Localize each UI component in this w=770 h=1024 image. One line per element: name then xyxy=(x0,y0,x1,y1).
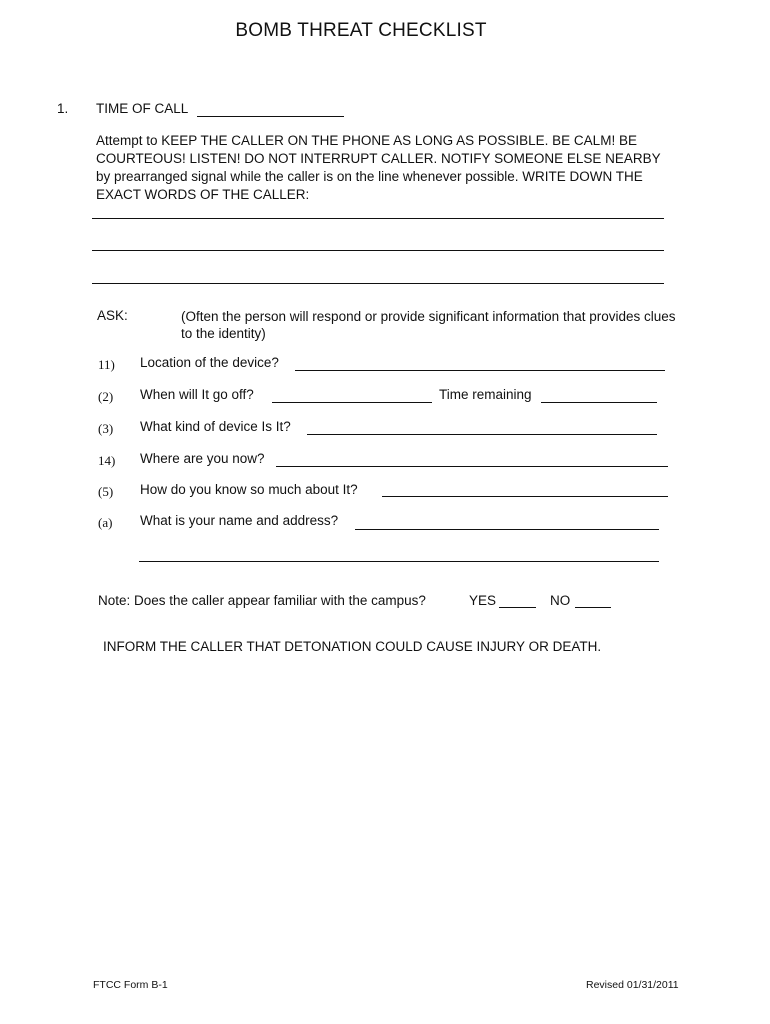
question-kind: What kind of device Is It? xyxy=(140,419,291,434)
familiar-note: Note: Does the caller appear familiar with the campus? xyxy=(98,593,426,608)
yes-label: YES xyxy=(469,593,497,608)
caller-words-line-3[interactable] xyxy=(92,283,664,284)
question-number: (a) xyxy=(98,515,113,530)
section-number: 1. xyxy=(57,101,69,116)
instructions-text: Attempt to KEEP THE CALLER ON THE PHONE AS LONG AS POSSIBLE. BE CALM! BE COURTEOUS! LISTEN! DO NOT INTERRUPT CALLER. NOTIFY SOMEONE ELSE NEARBY by prearranged signal while the caller is on the line whenever possible. WRITE DOWN THE EXACT WORDS OF THE CALLER: xyxy=(96,133,661,202)
question-name: What is your name and address? xyxy=(140,513,339,528)
yes-field[interactable] xyxy=(499,607,536,608)
question-number: (5) xyxy=(98,484,114,499)
ask-label: ASK: xyxy=(97,308,128,323)
name-answer-field[interactable] xyxy=(355,529,659,530)
time-remaining-label: Time remaining xyxy=(439,387,532,402)
how-answer-field[interactable] xyxy=(382,496,668,497)
question-when: When will It go off? xyxy=(140,387,254,402)
question-location: Location of the device? xyxy=(140,355,279,370)
question-number: 11) xyxy=(98,357,115,372)
time-remaining-field[interactable] xyxy=(541,402,657,403)
no-label: NO xyxy=(550,593,571,608)
kind-answer-field[interactable] xyxy=(307,434,657,435)
question-where: Where are you now? xyxy=(140,451,265,466)
question-number: (3) xyxy=(98,421,114,436)
address-answer-field[interactable] xyxy=(139,561,659,562)
revision-date: Revised 01/31/2011 xyxy=(586,979,679,991)
location-answer-field[interactable] xyxy=(295,370,665,371)
time-of-call-field[interactable] xyxy=(197,116,344,117)
form-title: BOMB THREAT CHECKLIST xyxy=(235,20,487,41)
no-field[interactable] xyxy=(575,607,611,608)
caller-words-line-1[interactable] xyxy=(92,218,664,219)
question-number: 14) xyxy=(98,453,116,468)
when-answer-field[interactable] xyxy=(272,402,432,403)
where-answer-field[interactable] xyxy=(276,466,668,467)
time-of-call-label: TIME OF CALL xyxy=(96,101,189,116)
question-number: (2) xyxy=(98,389,114,404)
inform-text: INFORM THE CALLER THAT DETONATION COULD CAUSE INJURY OR DEATH. xyxy=(103,639,602,654)
caller-words-line-2[interactable] xyxy=(92,250,664,251)
ask-note: (Often the person will respond or provide significant information that provides clues to the identity) xyxy=(181,309,676,341)
form-number: FTCC Form B-1 xyxy=(93,979,168,991)
question-how: How do you know so much about It? xyxy=(140,482,358,497)
